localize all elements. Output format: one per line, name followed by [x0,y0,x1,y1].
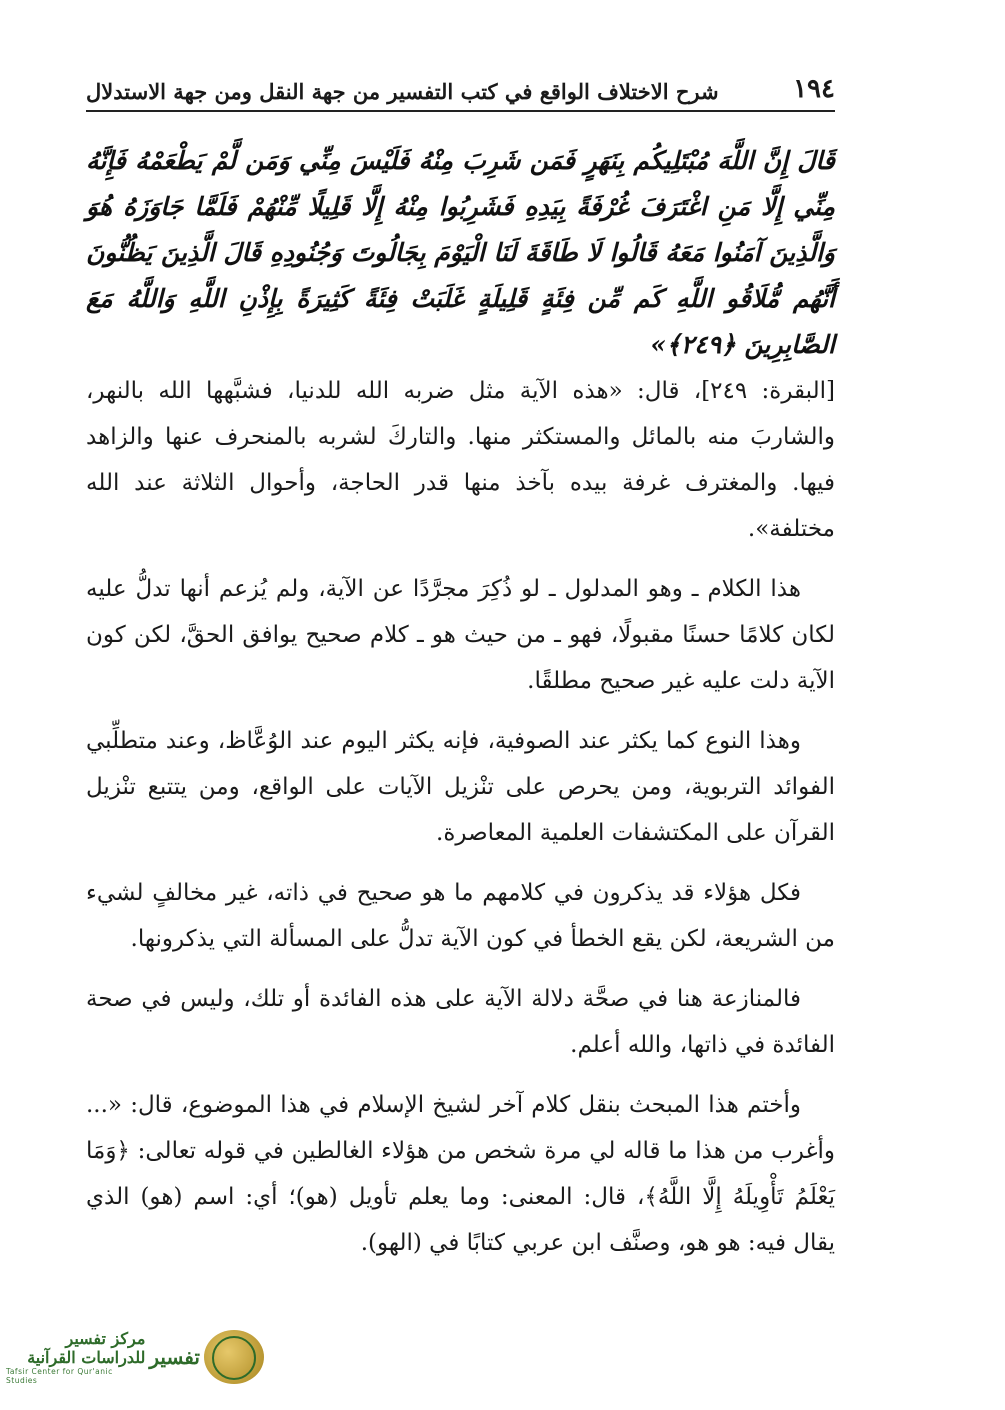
publisher-logo [6,1326,264,1388]
logo-brand: تفسير [149,1345,200,1369]
paragraph-2: هذا الكلام ـ وهو المدلول ـ لو ذُكِرَ مجرَّدًا عن الآية، ولم يُزعم أنها تدلُّ عليه لكان كلامًا حسنًا مقبولًا، فهو ـ من حيث هو ـ كلام صحيح يوافق الحقَّ، لكن كون الآية دلت عليه غير صحيح مطلقًا. [86,576,835,694]
logo-english-name: Tafsir Center for Qur'anic Studies [6,1367,113,1385]
running-title: شرح الاختلاف الواقع في كتب التفسير من جهة النقل ومن جهة الاستدلال [86,79,719,104]
globe-logo-icon [204,1330,264,1384]
paragraph-4: فكل هؤلاء قد يذكرون في كلامهم ما هو صحيح في ذاته، غير مخالفٍ لشيء من الشريعة، لكن يقع الخطأ في كون الآية تدلُّ على المسألة التي يذكرونها. [86,880,835,952]
logo-arabic-name: مركز تفسير للدراسات القرآنية [27,1329,146,1367]
page-number: ١٩٤ [793,74,835,104]
logo-text [6,1329,145,1385]
paragraph-5: فالمنازعة هنا في صحَّة دلالة الآية على هذه الفائدة أو تلك، وليس في صحة الفائدة في ذاتها، والله أعلم. [86,986,835,1058]
paragraph-6: وأختم هذا المبحث بنقل كلام آخر لشيخ الإسلام في هذا الموضوع، قال: «... وأغرب من هذا ما قاله لي مرة شخص من هؤلاء الغالطين في قوله تعالى: ﴿وَمَا يَعْلَمُ تَأْوِيلَهُ إِلَّا اللَّهُ﴾، قال: المعنى: وما يعلم تأويل (هو)؛ أي: اسم (هو) الذي يقال فيه: هو هو، وصنَّف ابن عربي كتابًا في (الهو). [86,1092,835,1256]
paragraph-3: وهذا النوع كما يكثر عند الصوفية، فإنه يكثر اليوم عند الوُعَّاظ، وعند متطلِّبي الفوائد التربوية، ومن يحرص على تنْزيل الآيات على الواقع، ومن يتتبع تنْزيل القرآن على المكتشفات العلمية المعاصرة. [86,728,835,846]
paragraph-1: [البقرة: ٢٤٩]، قال: «هذه الآية مثل ضربه الله للدنيا، فشبَّهها الله بالنهر، والشاربَ منه بالمائل والمستكثر منها. والتاركَ لشربه بالمنحرف عنها والزاهد فيها. والمغترف غرفة بيده بآخذ منها قدر الحاجة، وأحوال الثلاثة عند الله مختلفة». [86,378,835,542]
page-body [86,138,835,1280]
page-header [86,66,835,112]
quran-verse-block: قَالَ إِنَّ اللَّهَ مُبْتَلِيكُم بِنَهَرٍ فَمَن شَرِبَ مِنْهُ فَلَيْسَ مِنِّي وَمَن لَّمْ يَطْعَمْهُ فَإِنَّهُ مِنِّي إِلَّا مَنِ اغْتَرَفَ غُرْفَةً بِيَدِهِ فَشَرِبُوا مِنْهُ إِلَّا قَلِيلًا مِّنْهُمْ فَلَمَّا جَاوَزَهُ هُوَ وَالَّذِينَ آمَنُوا مَعَهُ قَالُوا لَا طَاقَةَ لَنَا الْيَوْمَ بِجَالُوتَ وَجُنُودِهِ قَالَ الَّذِينَ يَظُنُّونَ أَنَّهُم مُّلَاقُو اللَّهِ كَم مِّن فِئَةٍ قَلِيلَةٍ غَلَبَتْ فِئَةً كَثِيرَةً بِإِذْنِ اللَّهِ وَاللَّهُ مَعَ الصَّابِرِينَ ﴿٢٤٩﴾» [86,146,835,359]
